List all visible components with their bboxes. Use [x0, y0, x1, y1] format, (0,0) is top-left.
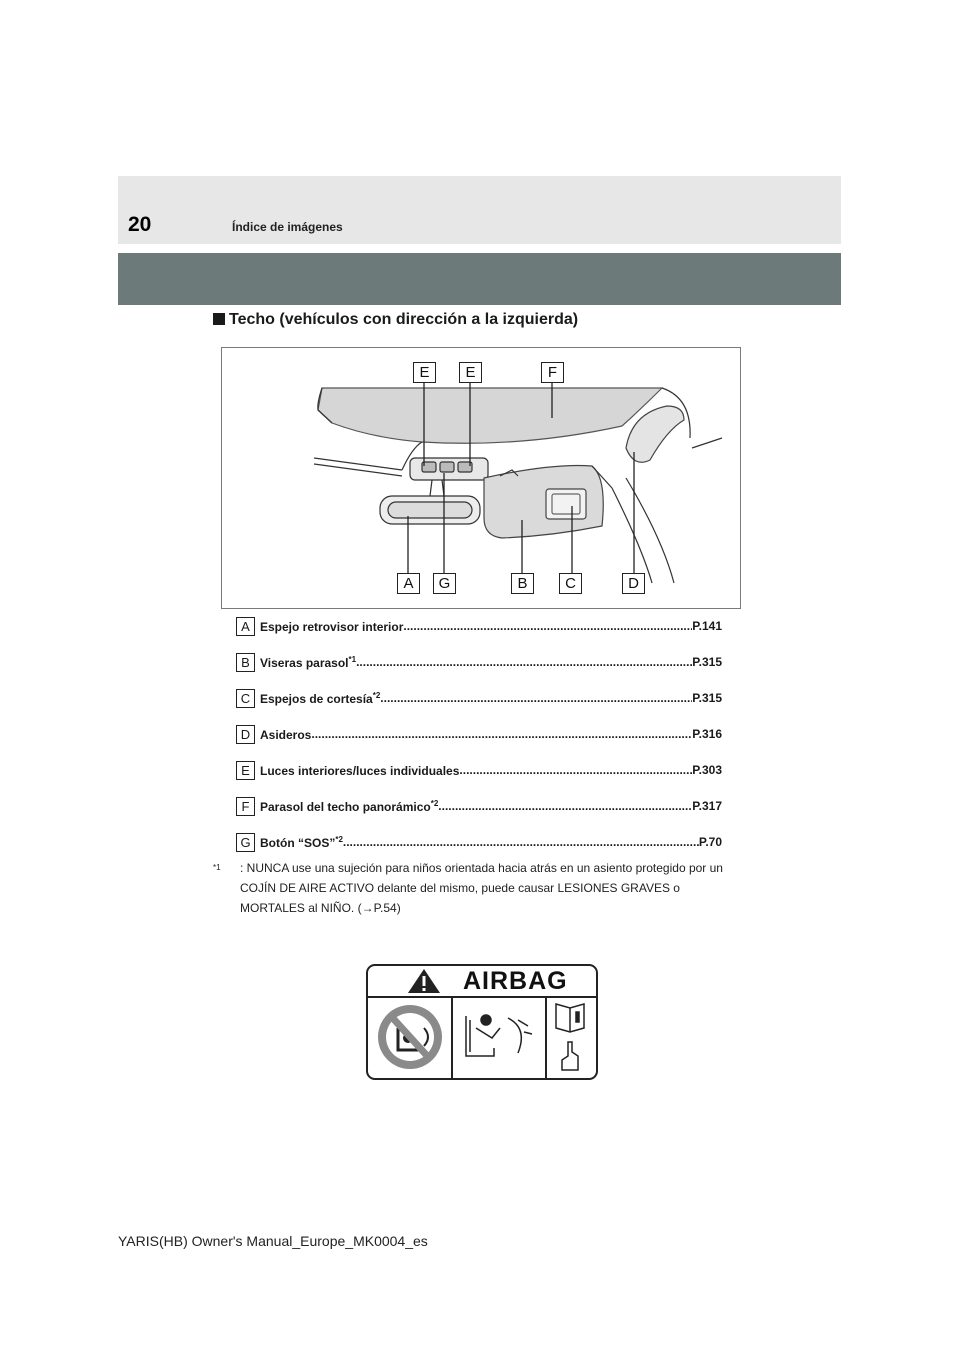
legend-page-ref[interactable]: P.317 [692, 799, 722, 813]
callout-G: G [433, 573, 456, 594]
airbag-word: AIRBAG [463, 967, 568, 995]
airbag-label-header [368, 966, 596, 998]
footnote-mark: *1 [213, 863, 221, 872]
legend-item [236, 689, 722, 709]
callout-E-right: E [459, 362, 482, 383]
callout-E-left: E [413, 362, 436, 383]
callout-D: D [622, 573, 645, 594]
legend-text: Asideros [260, 728, 312, 742]
footer-text: YARIS(HB) Owner's Manual_Europe_MK0004_es [118, 1233, 428, 1249]
legend-key: G [236, 833, 255, 852]
legend-page-ref[interactable]: P.316 [692, 727, 722, 741]
legend-page-ref[interactable]: P.70 [698, 835, 722, 849]
callout-B: B [511, 573, 534, 594]
section-heading [213, 311, 578, 329]
legend-key: F [236, 797, 255, 816]
warning-triangle-icon [404, 966, 444, 996]
legend-sup: *1 [348, 655, 357, 664]
legend-sup: *2 [335, 835, 343, 844]
airbag-pictograms [368, 998, 596, 1078]
legend-text: Parasol del techo panorámico [260, 800, 431, 814]
legend-item [236, 653, 722, 673]
legend-page-ref[interactable]: P.315 [692, 691, 722, 705]
footnote [213, 858, 743, 918]
legend-text: Luces interiores/luces individuales [260, 764, 460, 778]
square-bullet-icon [213, 313, 225, 325]
pointing-hand-icon [562, 1042, 578, 1070]
legend-item [236, 761, 722, 781]
legend-item [236, 797, 722, 817]
manual-book-icon [556, 1004, 584, 1032]
legend-key: D [236, 725, 255, 744]
legend-text: Espejo retrovisor interior [260, 620, 404, 634]
callout-C: C [559, 573, 582, 594]
legend-sup: *2 [372, 691, 381, 700]
legend-key: A [236, 617, 255, 636]
callout-A: A [397, 573, 420, 594]
roof-drawing [222, 348, 740, 608]
legend-text: Espejos de cortesía [260, 692, 373, 706]
legend-key: B [236, 653, 255, 672]
airbag-warning-label [366, 964, 598, 1080]
heading-text: Techo (vehículos con dirección a la izquierda) [229, 311, 579, 328]
section-title: Índice de imágenes [232, 220, 343, 234]
callout-F: F [541, 362, 564, 383]
legend-page-ref[interactable]: P.315 [692, 655, 722, 669]
legend-page-ref[interactable]: P.141 [692, 619, 722, 633]
roof-illustration [221, 347, 741, 609]
legend-key: C [236, 689, 255, 708]
legend-text: Viseras parasol [260, 656, 349, 670]
legend-item [236, 725, 722, 745]
footnote-text: : NUNCA use una sujeción para niños orientada hacia atrás en un asiento protegido por un COJÍN DE AIRE ACTIVO delante del mismo, puede causar LESIONES GRAVES o MORTALES al NIÑO. (→P.54) [240, 861, 723, 915]
airbag-seat-icon [466, 1015, 532, 1056]
page-number: 20 [128, 213, 152, 236]
legend-sup: *2 [430, 799, 439, 808]
legend-item [236, 617, 722, 637]
header-top-band [118, 176, 841, 244]
header-dark-bar [118, 253, 841, 305]
legend-key: E [236, 761, 255, 780]
no-rear-facing-seat-icon [378, 1005, 442, 1069]
legend-page-ref[interactable]: P.303 [692, 763, 722, 777]
legend-item [236, 833, 722, 853]
legend-text: Botón “SOS” [260, 836, 336, 850]
